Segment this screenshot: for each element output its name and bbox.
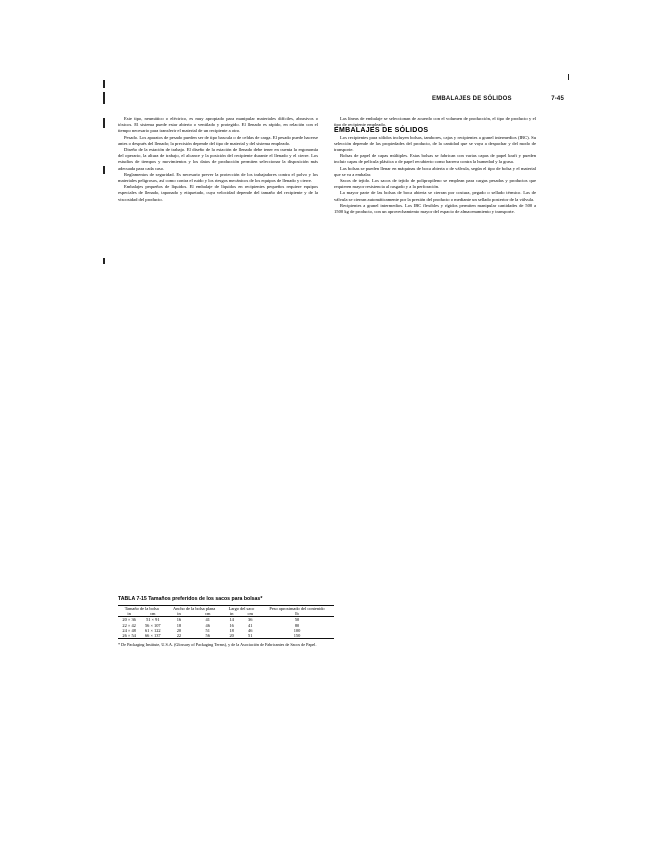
- table-cell: 18: [229, 627, 234, 633]
- unit-header: cm: [140, 611, 165, 617]
- table-cell: 22: [165, 633, 192, 639]
- table-cell: 41: [248, 622, 253, 628]
- table-cell: 20 × 36: [122, 617, 136, 623]
- paragraph: Pesado. Los aparatos de pesado pueden ser de tipo bascula o de celdas de carga. El pesado puede hacerse antes o después del llenado; la precisión depende del tipo de material y del sistema empleado.: [118, 134, 318, 146]
- table-cell: 16: [176, 617, 182, 623]
- table-cell: 51: [240, 633, 260, 639]
- column-header: Ancho de la bolsa plana: [165, 606, 223, 612]
- table-cell: 46: [205, 622, 210, 628]
- paragraph: Los recipientes para sólidos incluyen bolsas, tambores, cajas y recipientes a granel intermedios (IBC). Su selección depende de las propiedades del producto, de la cantidad que se vaya a despachar y del modo de transporte.: [334, 134, 536, 153]
- table-cell: 51: [205, 627, 210, 633]
- column-header: Peso aproximado del contenido: [260, 606, 334, 612]
- page-number: 7-45: [551, 96, 564, 102]
- table-cell: 18: [176, 622, 182, 628]
- table-cell: 50: [294, 617, 300, 623]
- table-cell: 36: [248, 617, 253, 623]
- running-header-title: EMBALAJES DE SÓLIDOS: [432, 96, 512, 102]
- table-cell: 100: [293, 627, 301, 633]
- right-column: [334, 116, 536, 215]
- table-cell: 80: [294, 622, 300, 628]
- paragraph: Las bolsas se pueden llenar en máquinas de boca abierta o de válvula, según el tipo de bolsa y el material que se va a embalar.: [334, 165, 536, 177]
- table-cell: 46: [248, 627, 253, 633]
- paragraph: Diseño de la estación de trabajo. El diseño de la estación de llenado debe tener en cuenta la ergonomía del operario, la altura de trabajo, el alcance y la posición del recipiente durante el llenado y el cierre. Los estudios de tiempos y movimientos y los datos de producción permiten seleccionar la disposición más adecuada para cada caso.: [118, 147, 318, 171]
- page-edge-mark: [568, 74, 569, 80]
- unit-header: cm: [193, 611, 223, 617]
- table-cell: 41: [205, 617, 210, 623]
- paragraph: Este tipo, neumático o eléctrico, es muy apropiado para manipular materiales difíciles, abrasivos o tóxicos. El sistema puede estar abierto o ventilado y protegido. El llenado es rápido, en relación con el tiempo necesario para transferir el material de un recipiente a otro.: [118, 116, 318, 134]
- table-cell: 56 × 107: [144, 622, 161, 628]
- table-row: [118, 633, 334, 639]
- page-edge-mark: [103, 92, 105, 104]
- bag-size-table: [118, 605, 334, 639]
- page-edge-mark: [103, 258, 105, 264]
- page-edge-mark: [103, 166, 105, 174]
- intro-paragraph: Las líneas de embalaje se seleccionan de acuerdo con el volumen de producción, el tipo de producto y el tipo de recipiente empleado.: [334, 116, 536, 128]
- paragraph: La mayor parte de las bolsas de boca abierta se cierran por costura, pegado o sellado térmico. Las de válvula se cierran automáticamente por la presión del producto o mediante un sellado posterior de la válvula.: [334, 190, 536, 202]
- page-edge-mark: [103, 80, 105, 88]
- unit-header: cm: [240, 611, 260, 617]
- table-cell: 66 × 137: [140, 633, 165, 639]
- column-header: Tamaño de la bolsa: [118, 606, 165, 612]
- column-header: Largo del saco: [223, 606, 260, 612]
- paragraph: Sacos de tejido. Los sacos de tejido de polipropileno se emplean para cargas pesadas y productos que requieren mayor resistencia al rasgado y a la perforación.: [334, 178, 536, 190]
- paragraph: Bolsas de papel de capas múltiples. Estas bolsas se fabrican con varias capas de papel kraft y pueden incluir capas de película plástica o de papel recubierto como barrera contra la humedad y la grasa.: [334, 153, 536, 165]
- table-cell: 14: [229, 617, 234, 623]
- table-cell: 56: [193, 633, 223, 639]
- table-cell: 20: [223, 633, 241, 639]
- table-cell: 20: [176, 627, 182, 633]
- table-footnote: * De Packaging Institute, U.S.A. (Glossary of Packaging Terms), y de la Asociación de Fabricantes de Sacos de Papel.: [118, 642, 317, 648]
- left-column: [118, 116, 318, 203]
- table-cell: 24 × 48: [122, 627, 136, 633]
- unit-header: in: [118, 611, 140, 617]
- paragraph: Embalajes pequeños de líquidos. El embalaje de líquidos en recipientes pequeños requiere equipos especiales de llenado, taponado y etiquetado, cuya velocidad depende del tamaño del recipiente y de la viscosidad del producto.: [118, 184, 318, 202]
- table-caption: TABLA 7-15 Tamaños preferidos de los sacos para bolsas*: [118, 596, 263, 602]
- unit-header: in: [165, 611, 192, 617]
- paragraph: Reglamentos de seguridad. Es necesario prever la protección de los trabajadores contra el polvo y los materiales peligrosos, así como contra el ruido y los riesgos mecánicos de los equipos de llenado y cierre.: [118, 171, 318, 184]
- unit-header: in: [223, 611, 241, 617]
- table-cell: 22 × 42: [122, 622, 136, 628]
- section-heading: EMBALAJES DE SÓLIDOS: [334, 127, 429, 135]
- table-cell: 51 × 91: [146, 617, 160, 623]
- table-cell: 61 × 122: [144, 627, 161, 633]
- table-cell: 16: [229, 622, 234, 628]
- page-edge-mark: [103, 118, 105, 128]
- running-header: [432, 96, 564, 102]
- table-cell: 150: [260, 633, 334, 639]
- paragraph: Recipientes a granel intermedios. Los IBC flexibles y rígidos permiten manipular cantidades de 500 a 1500 kg de producto, con un aprovechamiento mayor del espacio de almacenamiento y transporte.: [334, 202, 536, 215]
- table-cell: 26 × 54: [118, 633, 140, 639]
- bag-size-table-block: [118, 596, 334, 648]
- unit-header: lb: [260, 611, 334, 617]
